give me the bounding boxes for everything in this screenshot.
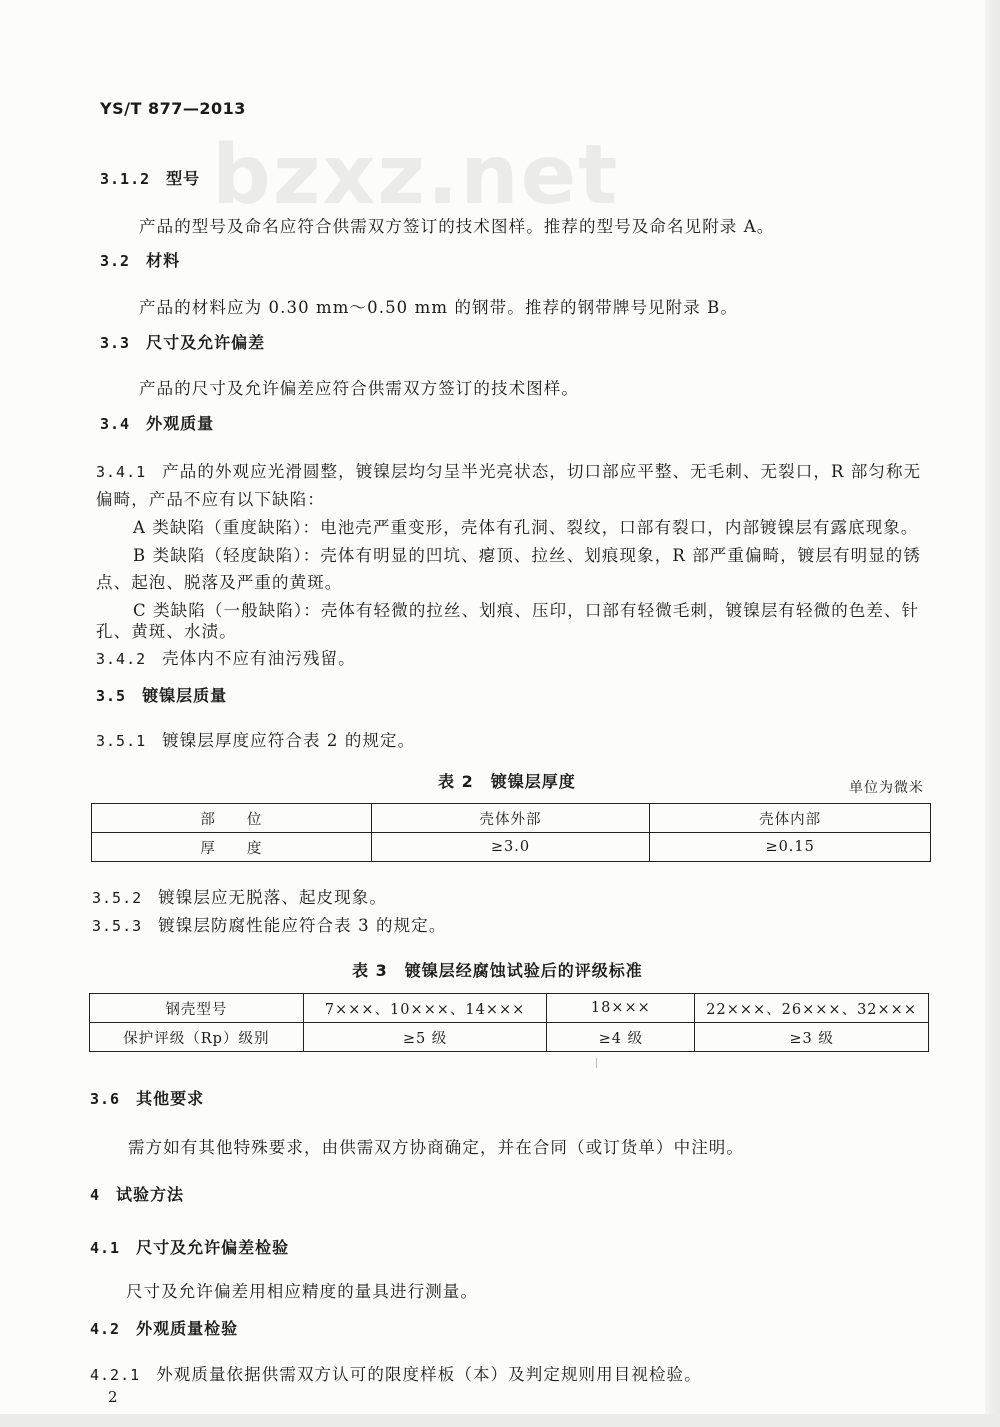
heading-4-1 [90, 1235, 289, 1258]
section-number: 3.5.3 [92, 917, 143, 935]
section-number: 3.5.1 [96, 732, 147, 750]
heading-3-1-2 [100, 166, 200, 189]
table-cell: 厚 度 [92, 833, 372, 862]
paragraph-3-4-1-line2: 偏畸，产品不应有以下缺陷： [96, 490, 325, 509]
table-cell: ≥3 级 [695, 1023, 929, 1052]
watermark: bzxz.net [212, 128, 620, 223]
paragraph-text: 镀镍层应无脱落、起皮现象。 [158, 888, 387, 907]
paragraph-4-2-1 [90, 1361, 702, 1385]
heading-3-3 [100, 330, 265, 353]
defect-class-c-line1: C 类缺陷（一般缺陷）：壳体有轻微的拉丝、划痕、压印，口部有轻微毛刺，镀镍层有轻微的色差、针 [133, 601, 920, 620]
paragraph-3-3: 产品的尺寸及允许偏差应符合供需双方签订的技术图样。 [139, 379, 579, 398]
section-title: 外观质量检验 [136, 1319, 239, 1338]
table3 [89, 993, 929, 1052]
paragraph-text: 外观质量依据供需双方认可的限度样板（本）及判定规则用目视检验。 [156, 1365, 702, 1384]
heading-3-2 [100, 248, 180, 271]
table-cell: 钢壳型号 [90, 994, 304, 1023]
table-row [92, 804, 931, 833]
table-cell: 部 位 [92, 804, 372, 833]
heading-3-4 [100, 411, 214, 434]
standard-code: YS/T 877—2013 [100, 99, 246, 118]
section-number: 4 [90, 1186, 101, 1204]
section-number: 3.2 [100, 252, 131, 270]
section-number: 4.2 [90, 1320, 121, 1338]
section-number: 3.4.1 [96, 463, 147, 481]
section-number: 3.4 [100, 415, 131, 433]
table2-caption: 表 2 镀镍层厚度 [438, 772, 576, 791]
table-row [90, 1023, 929, 1052]
table-cell: 22×××、26×××、32××× [695, 994, 929, 1023]
table-cell: 壳体内部 [650, 804, 931, 833]
defect-class-c-line2: 孔、黄斑、水渍。 [96, 622, 237, 641]
paragraph-3-2: 产品的材料应为 0.30 mm～0.50 mm 的钢带。推荐的钢带牌号见附录 B。 [139, 298, 739, 317]
section-title: 尺寸及允许偏差 [146, 333, 266, 352]
section-title: 试验方法 [116, 1185, 185, 1204]
paragraph-text: 产品的外观应光滑圆整，镀镍层均匀呈半光亮状态，切口部应平整、无毛刺、无裂口，R 部匀称无 [162, 462, 922, 481]
paragraph-text: 镀镍层厚度应符合表 2 的规定。 [162, 731, 416, 750]
page-edge-shadow [985, 0, 1000, 1427]
paragraph-3-1-2: 产品的型号及命名应符合供需双方签订的技术图样。推荐的型号及命名见附录 A。 [139, 217, 775, 236]
section-title: 外观质量 [146, 414, 215, 433]
table-row [90, 994, 929, 1023]
section-title: 镀镍层质量 [142, 686, 228, 705]
section-title: 型号 [166, 169, 201, 188]
paragraph-text: 壳体内不应有油污残留。 [162, 649, 356, 668]
paragraph-3-4-1-line1 [96, 458, 921, 482]
paragraph-3-4-2 [96, 645, 356, 669]
heading-4 [90, 1182, 184, 1205]
defect-class-b-line2: 点、起泡、脱落及严重的黄斑。 [96, 573, 343, 592]
table-cell: 7×××、10×××、14××× [303, 994, 547, 1023]
page-edge-bottom [0, 1414, 1000, 1427]
table-cell: ≥5 级 [303, 1023, 547, 1052]
table-row [92, 833, 931, 862]
section-title: 其他要求 [136, 1089, 205, 1108]
page-number: 2 [108, 1388, 118, 1406]
section-number: 3.1.2 [100, 170, 151, 188]
paragraph-3-5-2 [92, 884, 387, 908]
paragraph-3-5-1 [96, 727, 415, 751]
paragraph-3-5-3 [92, 912, 446, 936]
table2-unit: 单位为微米 [849, 780, 924, 796]
paragraph-4-1: 尺寸及允许偏差用相应精度的量具进行测量。 [126, 1282, 478, 1301]
section-number: 4.1 [90, 1239, 121, 1257]
heading-3-6 [90, 1086, 204, 1109]
section-number: 3.6 [90, 1090, 121, 1108]
table-cell: 18××× [547, 994, 695, 1023]
table-cell: 壳体外部 [371, 804, 650, 833]
table2 [91, 803, 931, 862]
section-number: 3.5.2 [92, 889, 143, 907]
section-number: 3.4.2 [96, 650, 147, 668]
table-cell: ≥4 级 [547, 1023, 695, 1052]
paragraph-text: 镀镍层防腐性能应符合表 3 的规定。 [158, 916, 447, 935]
heading-4-2 [90, 1316, 238, 1339]
defect-class-b-line1: B 类缺陷（轻度缺陷）：壳体有明显的凹坑、瘪顶、拉丝、划痕现象，R 部严重偏畸，镀层有明显的锈 [133, 546, 921, 565]
table-cell: 保护评级（Rp）级别 [90, 1023, 304, 1052]
table-cell: ≥0.15 [650, 833, 931, 862]
scan-mark [596, 1058, 597, 1068]
paragraph-3-6: 需方如有其他特殊要求，由供需双方协商确定，并在合同（或订货单）中注明。 [128, 1138, 744, 1157]
table-cell: ≥3.0 [371, 833, 650, 862]
defect-class-a: A 类缺陷（重度缺陷）：电池壳严重变形，壳体有孔洞、裂纹，口部有裂口，内部镀镍层有露底现象。 [133, 518, 919, 537]
section-number: 3.5 [96, 687, 127, 705]
table3-caption: 表 3 镀镍层经腐蚀试验后的评级标准 [352, 961, 643, 980]
heading-3-5 [96, 683, 227, 706]
section-title: 尺寸及允许偏差检验 [136, 1238, 290, 1257]
section-number: 4.2.1 [90, 1366, 141, 1384]
section-title: 材料 [146, 251, 181, 270]
section-number: 3.3 [100, 334, 131, 352]
